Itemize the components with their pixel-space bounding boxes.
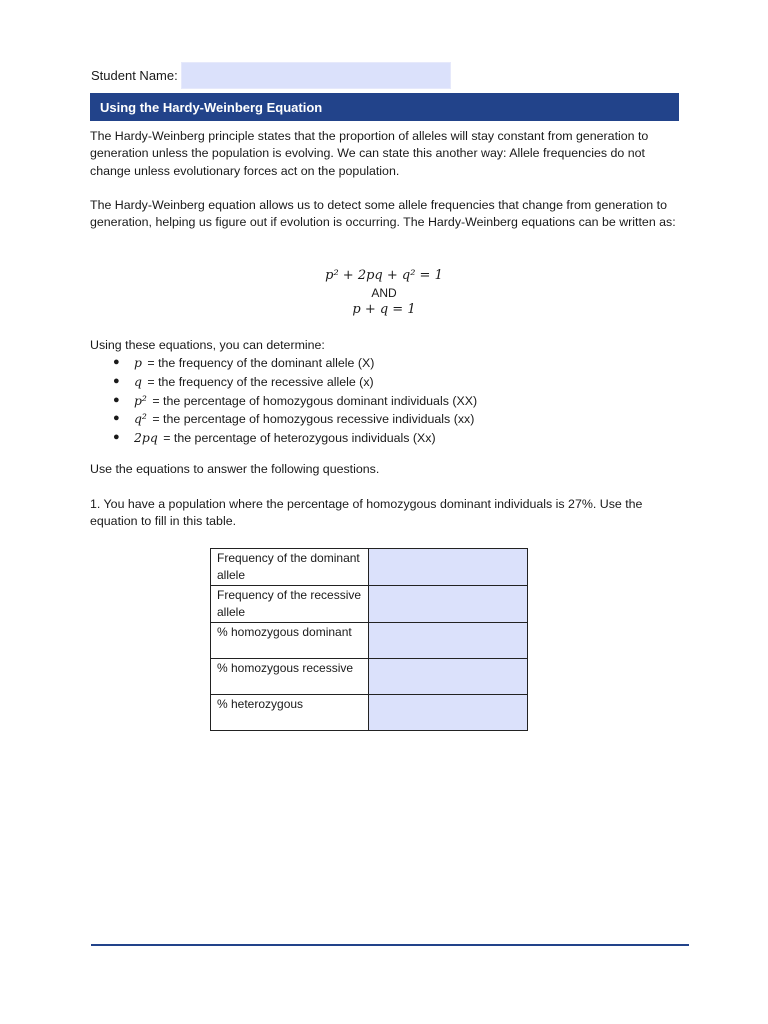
answer-cell-homozygous-dominant[interactable] xyxy=(369,623,528,659)
answer-cell-dominant-frequency[interactable] xyxy=(369,549,528,586)
definition: = the percentage of homozygous recessive individuals (xx) xyxy=(152,412,475,427)
table-row xyxy=(211,659,528,695)
question-1-text: 1. You have a population where the percentage of homozygous dominant individuals is 27%. Use the equation to fill in this table. xyxy=(90,497,643,529)
row-label: Frequency of the recessive allele xyxy=(211,586,369,623)
list-item xyxy=(90,429,477,448)
answer-cell-homozygous-recessive[interactable] xyxy=(369,659,528,695)
intro-paragraph: The Hardy-Weinberg principle states that the proportion of alleles will stay constant from generation to generation unless the population is evolving. We can state this another way: Allele frequencies do not change unless evolutionary forces act on the population. xyxy=(90,129,649,178)
equation-1: p² + 2pq + q² = 1 xyxy=(325,268,443,283)
table-row xyxy=(211,695,528,731)
symbol: q xyxy=(134,373,142,389)
equation-paragraph: The Hardy-Weinberg equation allows us to detect some allele frequencies that change from generation to generation, helping us figure out if evolution is occurring. The Hardy-Weinberg equations can be written as: xyxy=(90,198,676,230)
row-label: % homozygous recessive xyxy=(211,659,369,695)
student-name-label: Student Name: xyxy=(91,68,178,83)
bullet-icon: ● xyxy=(113,374,120,387)
definition: = the percentage of heterozygous individuals (Xx) xyxy=(163,431,436,446)
student-name-input[interactable] xyxy=(181,62,451,89)
determine-list xyxy=(90,354,477,448)
student-name-row xyxy=(91,61,451,90)
bullet-icon: ● xyxy=(113,412,120,425)
footer-rule xyxy=(91,944,689,946)
section-title: Using the Hardy-Weinberg Equation xyxy=(100,99,323,115)
row-label: Frequency of the dominant allele xyxy=(211,549,369,586)
instructions: Use the equations to answer the following questions. xyxy=(90,462,380,476)
bullet-icon: ● xyxy=(113,356,120,368)
list-item xyxy=(90,354,477,373)
answer-cell-recessive-frequency[interactable] xyxy=(369,586,528,623)
definition: = the frequency of the dominant allele (X) xyxy=(147,356,375,370)
symbol: q² xyxy=(134,411,147,427)
definition: = the percentage of homozygous dominant individuals (XX) xyxy=(152,393,478,408)
row-label: % homozygous dominant xyxy=(211,623,369,659)
answer-table xyxy=(210,548,528,731)
table-row xyxy=(211,549,528,586)
equation-2: p + q = 1 xyxy=(352,302,416,317)
answer-cell-heterozygous[interactable] xyxy=(369,695,528,731)
list-item xyxy=(90,373,477,392)
table-row xyxy=(211,623,528,659)
equation-and: AND xyxy=(371,286,397,300)
section-title-bar xyxy=(90,93,679,121)
table-row xyxy=(211,586,528,623)
list-item xyxy=(90,410,477,429)
equations-block xyxy=(0,267,768,319)
determine-intro: Using these equations, you can determine: xyxy=(90,338,325,352)
list-item xyxy=(90,392,477,411)
row-label: % heterozygous xyxy=(211,695,369,731)
bullet-icon: ● xyxy=(113,393,120,406)
symbol: p xyxy=(134,355,142,370)
bullet-icon: ● xyxy=(113,431,120,444)
symbol: 2pq xyxy=(134,430,158,446)
definition: = the frequency of the recessive allele (x) xyxy=(147,374,374,389)
symbol: p² xyxy=(134,392,147,408)
